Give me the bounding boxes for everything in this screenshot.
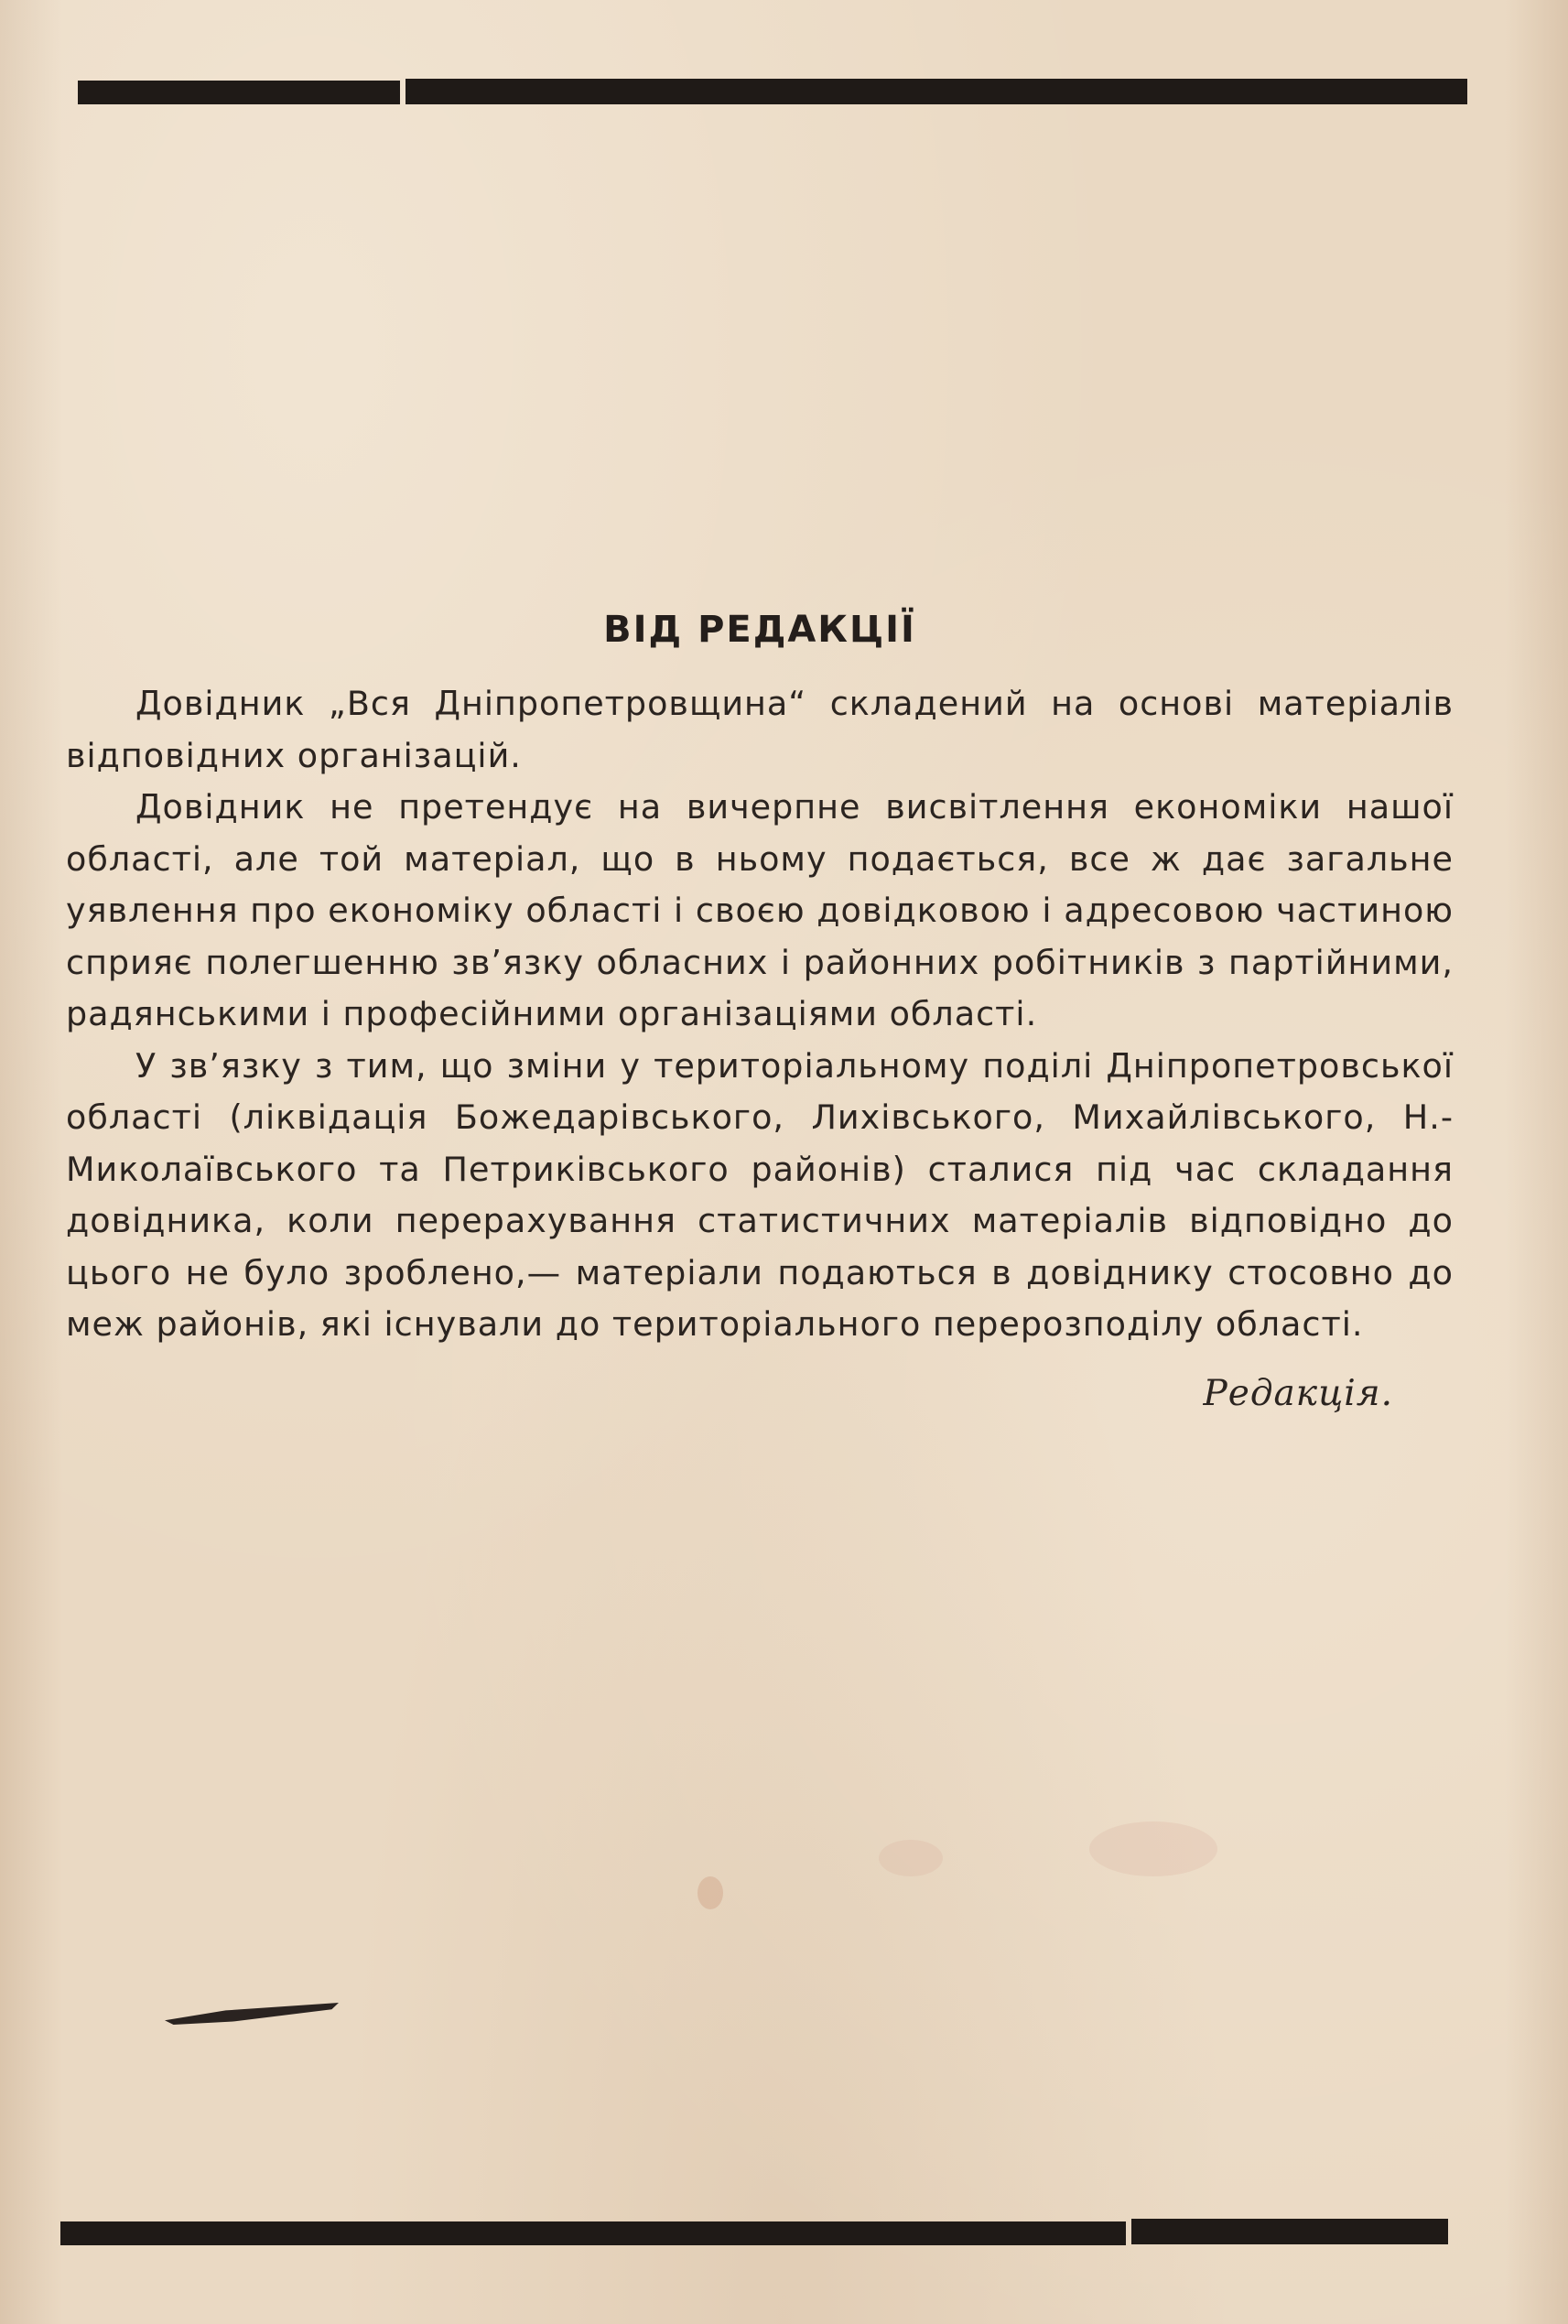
bottom-rule-right bbox=[1131, 2219, 1448, 2244]
top-rule-left bbox=[78, 81, 400, 104]
page-title: ВІД РЕДАКЦІЇ bbox=[603, 609, 916, 651]
top-rule-right bbox=[406, 79, 1467, 104]
paper-stain bbox=[1089, 1821, 1217, 1876]
editorial-note bbox=[66, 609, 1454, 1414]
paragraph: Довідник не претендує на вичерпне висвітлення економіки нашої області, але той матеріал, що в ньому подається, все ж дає загальне уявлення про економіку області і своєю довідковою і адресовою частиною сприяє полегшенню зв’язку обласних і районних робітників з партійними, радянськими і професійними організаціями області. bbox=[66, 787, 1454, 1033]
paper-stain bbox=[879, 1840, 943, 1876]
signature: Редакція. bbox=[1203, 1372, 1393, 1414]
ink-mark bbox=[165, 2003, 339, 2025]
paragraph: У зв’язку з тим, що зміни у територіальному поділі Дніпропетровської області (ліквідація Божедарівського, Лихівського, Михайлівського, Н.-Миколаївського та Петриківського районів) сталися під час складання довідника, коли перерахування статистичних матеріалів відповідно до цього не було зроблено,— матеріали подаються в довіднику стосовно до меж районів, які існували до територіального перерозподілу області. bbox=[66, 1045, 1454, 1344]
bottom-rule-left bbox=[60, 2221, 1126, 2245]
paragraph: Довідник „Вся Дніпропетровщина“ складений на основі матеріалів відповідних організацій. bbox=[66, 684, 1454, 775]
paper-stain bbox=[697, 1876, 723, 1909]
